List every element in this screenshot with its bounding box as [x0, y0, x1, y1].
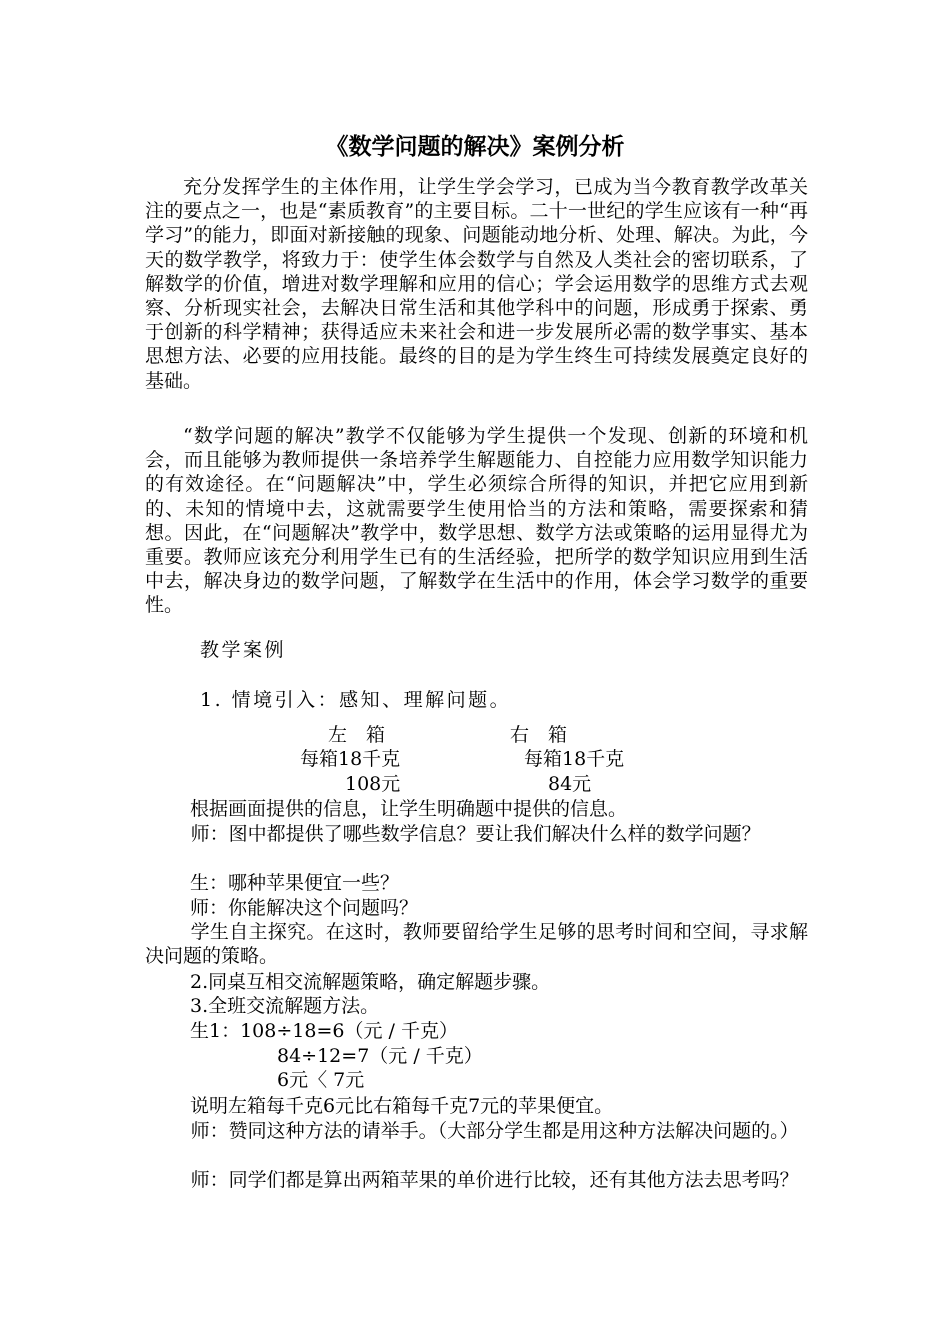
document-title: 《数学问题的解决》案例分析 [325, 133, 625, 160]
text-line: 师：同学们都是算出两箱苹果的单价进行比较，还有其他方法去思考吗？ [190, 1169, 799, 1191]
text-line: 84÷12=7（元 / 千克） [277, 1045, 483, 1067]
right-box-weight: 每箱18千克 [524, 748, 625, 770]
text-line: 3.全班交流解题方法。 [190, 995, 380, 1017]
text-line: 学生自主探究。在这时，教师要留给学生足够的思考时间和空间，寻求解决问题的策略。 [145, 921, 808, 968]
left-box-price: 108元 [345, 773, 401, 795]
text-line: 师：赞同这种方法的请举手。（大部分学生都是用这种方法解决问题的。） [190, 1120, 799, 1142]
left-box-weight: 每箱18千克 [300, 748, 401, 770]
text-line: 2.同桌互相交流解题策略，确定解题步骤。 [190, 971, 551, 993]
text-line: 根据画面提供的信息，让学生明确题中提供的信息。 [190, 798, 628, 820]
intro-paragraph: 充分发挥学生的主体作用，让学生学会学习，已成为当今教育教学改革关注的要点之一，也是“素质教育”的主要目标。二十一世纪的学生应该有一种“再学习”的能力，即面对新接触的现象、问题能动地分析、处理、解决。为此，今天的数学教学，将致力于：使学生体会数学与自然及人类社会的密切联系，了解数学的价值，增进对数学理解和应用的信心；学会运用数学的思维方式去观察、分析现实社会，去解决日常生活和其他学科中的问题，形成勇于探索、勇于创新的科学精神；获得适应未来社会和进一步发展所必需的数学事实、基本思想方法、必要的应用技能。最终的目的是为学生终生可持续发展奠定良好的基础。 [145, 176, 808, 392]
text-line: 6元〈 7元 [277, 1069, 365, 1091]
right-box-price: 84元 [548, 773, 592, 795]
right-box-label: 右 箱 [510, 724, 568, 746]
left-box-label: 左 箱 [328, 724, 386, 746]
text-line: 说明左箱每千克6元比右箱每千克7元的苹果便宜。 [190, 1095, 614, 1117]
second-paragraph: “数学问题的解决”教学不仅能够为学生提供一个发现、创新的环境和机会，而且能够为教师提供一条培养学生解题能力、自控能力应用数学知识能力的有效途径。在“问题解决”中，学生必须综合所得的知识，并把它应用到新的、未知的情境中去，这就需要学生使用恰当的方法和策略，需要探索和猜想。因此，在“问题解决”教学中，数学思想、数学方法或策略的运用显得尤为重要。教师应该充分利用学生已有的生活经验，把所学的数学知识应用到生活中去，解决身边的数学问题，了解数学在生活中的作用，体会学习数学的重要性。 [145, 425, 808, 617]
text-line: 师：图中都提供了哪些数学信息？要让我们解决什么样的数学问题？ [190, 823, 761, 845]
section-heading: 教学案例 [200, 639, 287, 661]
step-1-heading: 1. 情境引入：感知、理解问题。 [200, 689, 512, 711]
text-line: 师：你能解决这个问题吗？ [190, 897, 419, 919]
text-line: 生：哪种苹果便宜一些？ [190, 872, 400, 894]
text-line: 生1：108÷18=6（元 / 千克） [190, 1020, 458, 1042]
